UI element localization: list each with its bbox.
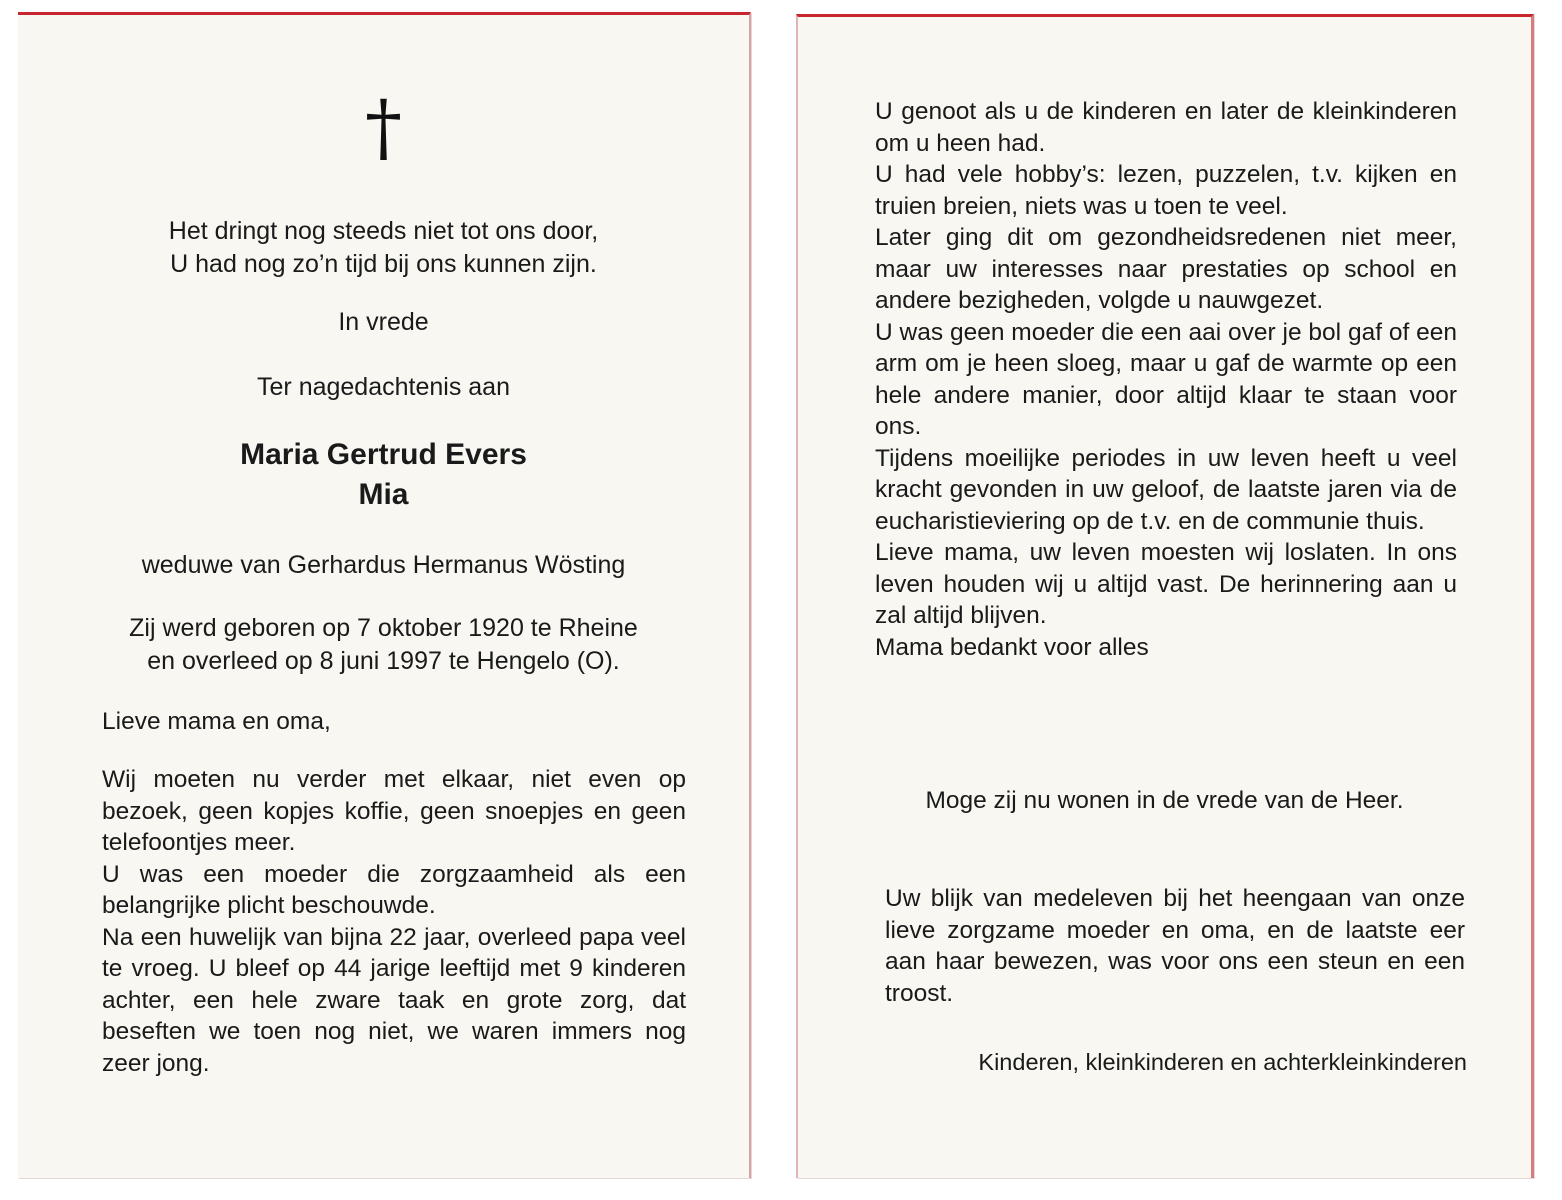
deceased-name-block [18,435,749,515]
signature: Kinderen, kleinkinderen en achterkleinkinderen [978,1049,1467,1075]
salutation: Lieve mama en oma, [102,708,331,735]
right-card [796,14,1534,1178]
left-paragraph: U was een moeder die zorgzaamheid als een belangrijke plicht beschouwde. [102,860,686,919]
right-paragraph: Lieve mama, uw leven moesten wij loslaten. In ons leven houden wij u altijd vast. De herinnering aan u zal altijd blijven. [875,539,1457,629]
cross-icon: † [365,85,402,171]
life-dates [18,612,749,678]
thanks-text: Uw blijk van medeleven bij het heengaan van onze lieve zorgzame moeder en oma, en de laatste eer aan haar bewezen, was voor ons een steun en een troost. [885,885,1465,1007]
opening-verse [18,215,749,281]
left-paragraph: Na een huwelijk van bijna 22 jaar, overleed papa veel te vroeg. U bleef op 44 jarige leeftijd met 9 kinderen achter, een hele zware taak en grote zorg, dat beseften we toen nog niet, we waren immers nog zeer jong. [102,923,686,1077]
deceased-nickname: Mia [358,478,409,511]
right-paragraph: U had vele hobby’s: lezen, puzzelen, t.v. kijken en truien breien, niets was u toen te veel. [875,161,1457,220]
right-body-text [875,96,1457,663]
blessing: Moge zij nu wonen in de vrede van de Heer. [925,787,1404,814]
right-paragraph: Mama bedankt voor alles [875,633,1149,661]
ter-nagedachtenis: Ter nagedachtenis aan [257,373,510,401]
right-paragraph: Later ging dit om gezondheidsredenen niet meer, maar uw interesses naar prestaties op school en andere bezigheden, volgde u nauwgezet. [875,224,1457,314]
left-paragraph: Wij moeten nu verder met elkaar, niet even op bezoek, geen kopjes koffie, geen snoepjes en geen telefoontjes meer. [102,766,686,856]
left-body-text [102,764,686,1079]
verse-line-2: U had nog zo’n tijd bij ons kunnen zijn. [170,250,597,278]
birth-line: Zij werd geboren op 7 oktober 1920 te Rheine [129,614,638,642]
verse-line-1: Het dringt nog steeds niet tot ons door, [168,217,599,245]
right-paragraph: Tijdens moeilijke periodes in uw leven heeft u veel kracht gevonden in uw geloof, de laatste jaren via de eucharistieviering op de t.v. en de communie thuis. [875,444,1457,535]
left-card [18,12,751,1178]
death-line: en overleed op 8 juni 1997 te Hengelo (O). [147,647,620,675]
in-vrede: In vrede [338,308,429,336]
deceased-name: Maria Gertrud Evers [240,438,527,471]
widow-of: weduwe van Gerhardus Hermanus Wösting [141,551,626,579]
right-paragraph: U genoot als u de kinderen en later de kleinkinderen om u heen had. [875,98,1457,157]
right-paragraph: U was geen moeder die een aai over je bol gaf of een arm om je heen sloeg, maar u gaf de warmte op een hele andere manier, door altijd klaar te staan voor ons. [875,318,1457,440]
